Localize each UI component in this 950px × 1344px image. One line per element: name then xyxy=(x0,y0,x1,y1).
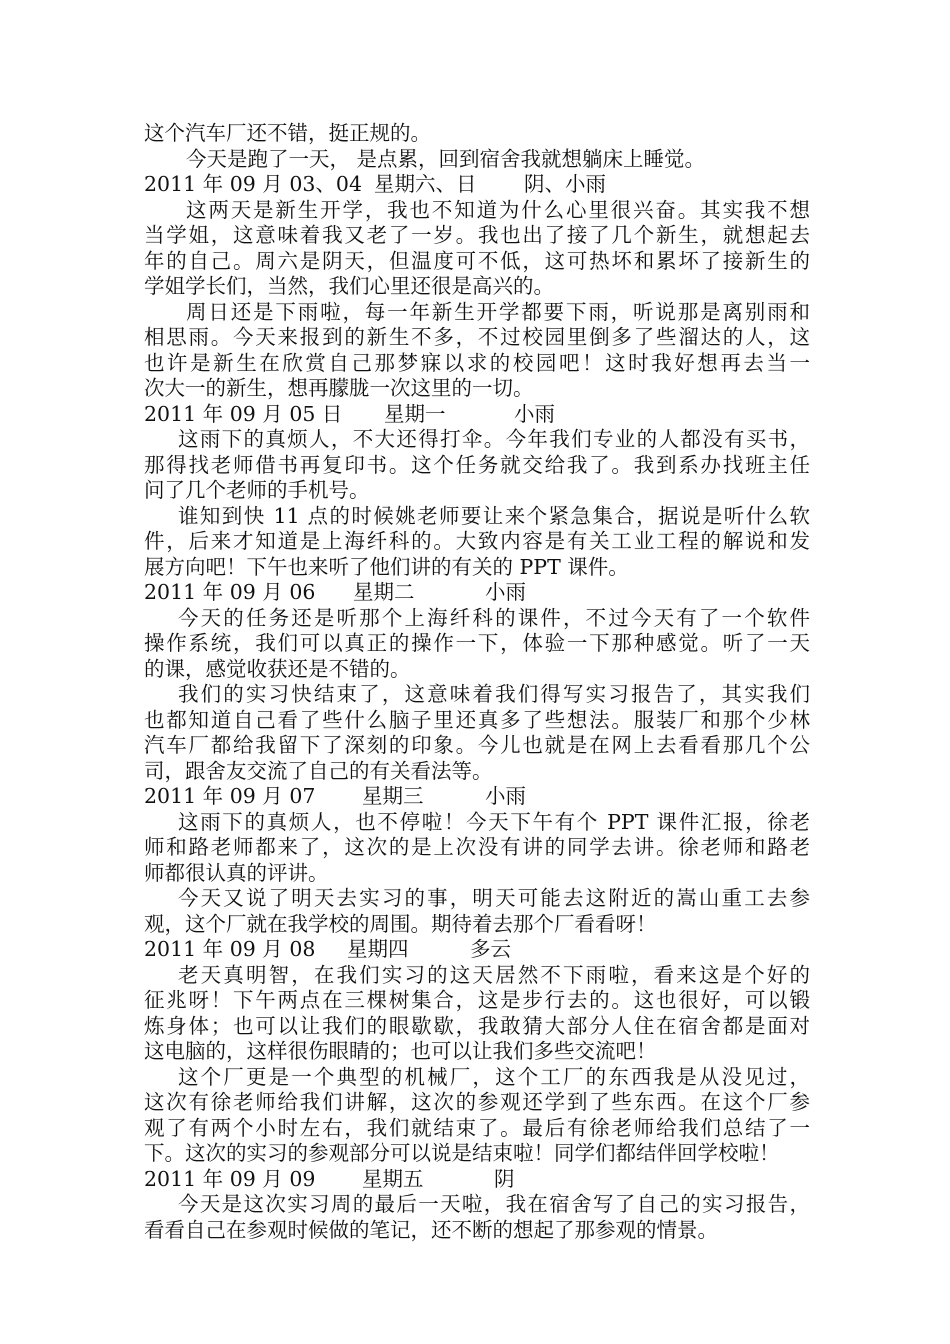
text-line: 我们的实习快结束了，这意味着我们得写实习报告了，其实我们 xyxy=(178,682,810,706)
text-line: 今天是跑了一天， 是点累，回到宿舍我就想躺床上睡觉。 xyxy=(186,146,706,171)
text-line: 相思雨。今天来报到的新生不多，不过校园里倒多了些溜达的人，这 xyxy=(144,325,810,349)
paragraph xyxy=(144,606,810,683)
text-line: 观，这个厂就在我学校的周围。期待着去那个厂看看呀！ xyxy=(144,911,657,936)
entry-date: 2011 年 09 月 06 xyxy=(144,580,316,604)
entry-weather: 小雨 xyxy=(485,580,526,604)
text-line: 炼身体；也可以让我们的眼歇歇，我敢猜大部分人住在宿舍都是面对 xyxy=(144,1013,810,1038)
text-line: 件，后来才知道是上海纤科的。大致内容是有关工业工程的解说和发 xyxy=(144,529,810,553)
text-line: 今天的任务还是听那个上海纤科的课件，不过今天有了一个软件 xyxy=(178,605,810,630)
diary-date-heading xyxy=(144,580,810,606)
diary-date-heading xyxy=(144,784,810,810)
entry-weather: 小雨 xyxy=(514,401,555,426)
text-line: 今天是这次实习周的最后一天啦，我在宿舍写了自己的实习报告， xyxy=(178,1192,810,1216)
paragraph xyxy=(144,1065,810,1167)
entry-weekday: 星期六、日 xyxy=(374,172,477,196)
paragraph xyxy=(144,198,810,300)
entry-weather: 阴 xyxy=(494,1166,515,1191)
entry-weekday: 星期二 xyxy=(353,580,415,604)
entry-weekday: 星期四 xyxy=(347,937,409,961)
text-line: 看看自己在参观时候做的笔记，还不断的想起了那参观的情景。 xyxy=(144,1217,718,1242)
entry-weekday: 星期一 xyxy=(384,401,446,426)
paragraph xyxy=(144,1192,810,1243)
paragraph xyxy=(144,427,810,504)
text-line: 这雨下的真烦人，不大还得打伞。今年我们专业的人都没有买书， xyxy=(178,427,810,451)
text-line: 操作系统，我们可以真正的操作一下，体验一下那种感觉。听了一天 xyxy=(144,631,810,655)
diary-date-heading xyxy=(144,937,810,963)
text-line: 那得找老师借书再复印书。这个任务就交给我了。我到系办找班主任 xyxy=(144,452,810,477)
entry-weather: 阴、小雨 xyxy=(524,172,606,196)
text-line: 司，跟舍友交流了自己的有关看法等。 xyxy=(144,758,493,783)
entry-date: 2011 年 09 月 05 日 xyxy=(144,401,343,426)
text-line: 问了几个老师的手机号。 xyxy=(144,478,370,502)
text-line: 这雨下的真烦人，也不停啦！今天下午有个 PPT 课件汇报，徐老 xyxy=(178,809,810,834)
text-line: 这电脑的，这样很伤眼睛的；也可以让我们多些交流吧！ xyxy=(144,1039,657,1063)
text-line: 征兆呀！下午两点在三棵树集合，这是步行去的。这也很好，可以锻 xyxy=(144,988,810,1012)
entry-date: 2011 年 09 月 08 xyxy=(144,937,316,961)
entry-weather: 多云 xyxy=(470,937,511,961)
text-line: 也许是新生在欣赏自己那梦寐以求的校园吧！这时我好想再去当一 xyxy=(144,350,810,375)
text-line: 当学姐，这意味着我又老了一岁。我也出了接了几个新生，就想起去 xyxy=(144,223,810,247)
text-line: 周日还是下雨啦，每一年新生开学都要下雨，听说那是离别雨和 xyxy=(186,299,810,324)
text-line: 这次有徐老师给我们讲解，这次的参观还学到了些东西。在这个厂参 xyxy=(144,1090,810,1114)
text-line: 的课，感觉收获还是不错的。 xyxy=(144,656,411,681)
diary-date-heading xyxy=(144,402,810,428)
entry-date: 2011 年 09 月 09 xyxy=(144,1166,316,1191)
diary-date-heading xyxy=(144,172,810,198)
diary-date-heading xyxy=(144,1167,810,1193)
text-line: 这个汽车厂还不错，挺正规的。 xyxy=(144,121,431,145)
paragraph xyxy=(144,810,810,887)
text-line: 汽车厂都给我留下了深刻的印象。今儿也就是在网上去看看那几个公 xyxy=(144,733,810,757)
text-line: 师都很认真的评讲。 xyxy=(144,860,329,885)
entry-date: 2011 年 09 月 07 xyxy=(144,784,316,808)
text-line: 学姐学长们，当然，我们心里还很是高兴的。 xyxy=(144,274,554,298)
paragraph xyxy=(144,886,810,937)
text-line: 下。这次的实习的参观部分可以说是结束啦！同学们都结伴回学校啦！ xyxy=(144,1141,780,1165)
entry-weekday: 星期三 xyxy=(362,784,424,808)
paragraph xyxy=(144,682,810,784)
text-line: 年的自己。周六是阴天，但温度可不低，这可热坏和累坏了接新生的 xyxy=(144,248,810,273)
text-line: 展方向吧！下午也来听了他们讲的有关的 PPT 课件。 xyxy=(144,554,629,579)
text-line: 老天真明智，在我们实习的这天居然不下雨啦，看来这是个好的 xyxy=(178,962,810,987)
text-line: 师和路老师都来了，这次的是上次没有讲的同学去讲。徐老师和路老 xyxy=(144,835,810,859)
paragraph xyxy=(144,300,810,402)
text-line: 谁知到快 11 点的时候姚老师要让来个紧急集合，据说是听什么软 xyxy=(178,503,810,528)
entry-weather: 小雨 xyxy=(485,784,526,808)
text-line: 这两天是新生开学，我也不知道为什么心里很兴奋。其实我不想 xyxy=(186,197,810,222)
text-line: 也都知道自己看了些什么脑子里还真多了些想法。服装厂和那个少林 xyxy=(144,707,810,732)
text-line: 观了有两个小时左右，我们就结束了。最后有徐老师给我们总结了一 xyxy=(144,1115,810,1140)
entry-date: 2011 年 09 月 03、04 xyxy=(144,172,362,196)
paragraph xyxy=(144,121,810,147)
text-line: 次大一的新生，想再朦胧一次这里的一切。 xyxy=(144,376,534,400)
paragraph xyxy=(144,963,810,1065)
document-body xyxy=(144,121,810,1243)
text-line: 这个厂更是一个典型的机械厂，这个工厂的东西我是从没见过， xyxy=(178,1064,810,1089)
text-line: 今天又说了明天去实习的事，明天可能去这附近的嵩山重工去参 xyxy=(178,886,810,910)
entry-weekday: 星期五 xyxy=(362,1166,424,1191)
paragraph xyxy=(144,504,810,581)
paragraph xyxy=(144,147,810,173)
